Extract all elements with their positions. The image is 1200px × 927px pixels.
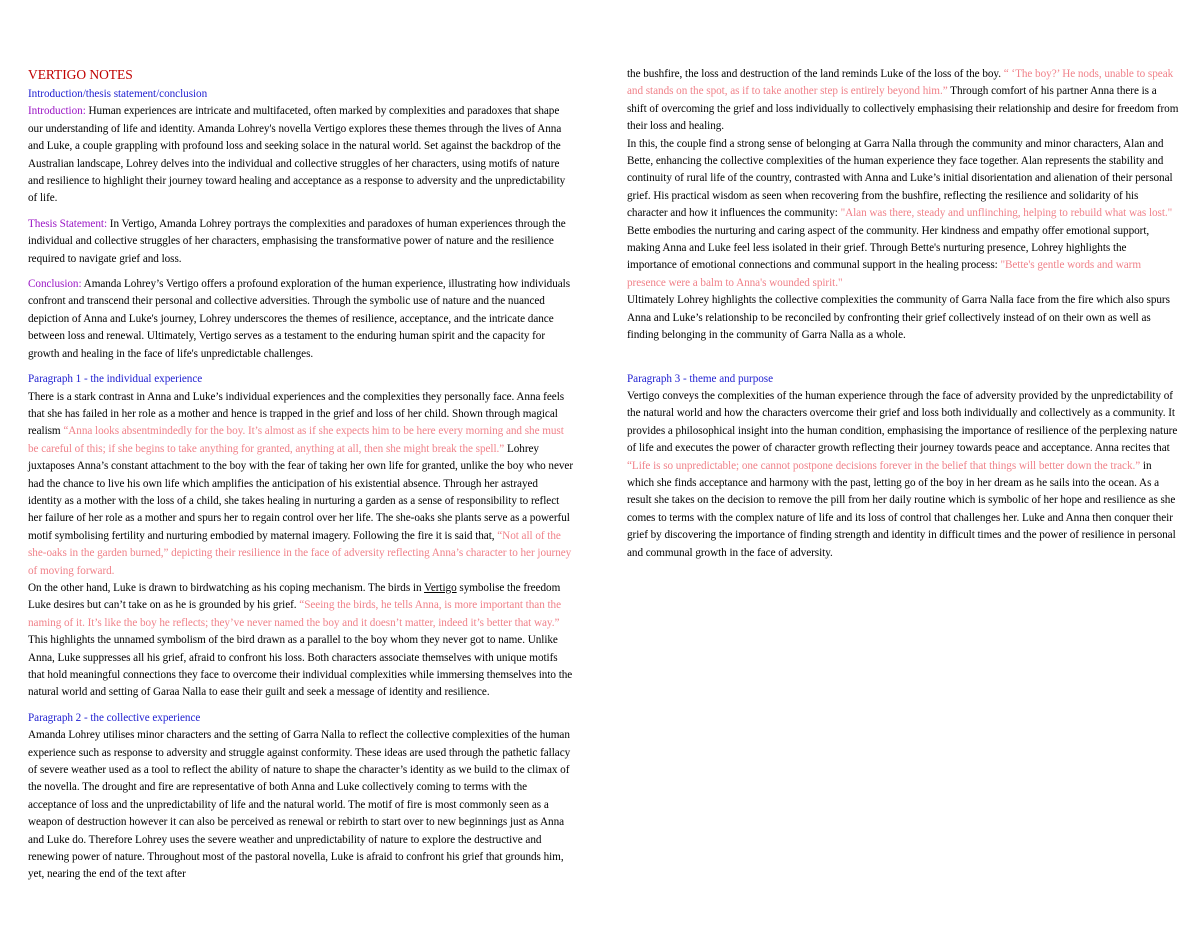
- p1-quote-2: “Not all of the she-oaks in the garden burned,” depicting their resilience in the face of adversity reflecting Anna’s character to her journey of moving forward.: [28, 529, 572, 577]
- p3-text-a2: in which she finds acceptance and harmony with the past, letting go of the boy in her dream as he sails into the ocean. As a result she takes on the decision to remove the pill from her daily routine which is symbolic of her hope and resilience as she comes to terms with the complex nature of life and its loss of control that challenges her. Luke and Anna then conquer their grief by discovering the importance of finding strength and identity in difficult times and the power of resilience in personal and communal growth in the face of adversity.: [627, 459, 1176, 559]
- paragraph-2-continued: [627, 66, 1179, 136]
- conclusion-label: Conclusion:: [28, 278, 82, 291]
- introduction-text: Human experiences are intricate and multifaceted, often marked by complexities and paradoxes that shape our understanding of life and identity. Amanda Lohrey's novella Vertigo explores these themes through the lives of Anna and Luke, a couple grappling with profound loss and seeking solace in the natural world. Set against the backdrop of the Australian landscape, Lohrey delves into the individual and collective struggles of her characters, using motifs of nature and resilience to highlight their journey toward healing and acceptance as a response to adversity and the unpredictability of life.: [28, 105, 566, 205]
- p1-text-b3: This highlights the unnamed symbolism of the bird drawn as a parallel to the boy whom they never got to name. Unlike Anna, Luke suppresses all his grief, afraid to confront his loss. Both characters associate themselves with unique motifs that hold meaningful connections they face to overcome their individual complexities while immersing themselves into the natural world and setting of Garaa Nalla to ease their guilt and seek a message of identity and resilience.: [28, 634, 573, 699]
- p2-comm-text-2: Bette embodies the nurturing and caring aspect of the community. Her kindness and empathy offer emotional support, making Anna and Luke feel less isolated in their grief. Through Bette's nurturing presence, Lohrey highlights the importance of emotional connections and communal support in the healing process:: [627, 224, 1150, 272]
- paragraph-2-heading: Paragraph 2 - the collective experience: [28, 711, 201, 724]
- p2-comm-text-1: In this, the couple find a strong sense of belonging at Garra Nalla through the community and minor characters, Alan and Bette, enhancing the collective complexities of the human experience they face together. Alan represents the stability and continuity of rural life of the country, contrasted with Anna and Luke’s initial disorientation and alienation of their personal grief. His practical wisdom as seen when recovering from the bushfire, reflecting the resilience and solidarity of his character and how it influences the community:: [627, 137, 1173, 220]
- thesis-text: In Vertigo, Amanda Lohrey portrays the complexities and paradoxes of human experiences through the individual and collective struggles of her characters, emphasising the transformative power of nature and the resilience required to navigate grief and loss.: [28, 217, 566, 265]
- p2-comm-quote-alan: "Alan was there, steady and unflinching, helping to rebuild what was lost.": [840, 207, 1173, 220]
- p1-text-a2: Lohrey juxtaposes Anna’s constant attachment to the boy with the fear of taking her own life for granted, unlike the boy who never had the chance to live his own life which amplifies the anticipation of his existential absence. Through her astrayed identity as a mother with the loss of a child, she takes healing in nurturing a garden as a sense of responsibility to reflect her failure of her role as a mother and spurs her to regain control over her life. The she-oaks she plants serve as a powerful motif symbolising fertility and nurturing embodied by maternal imagery. Following the fire it is said that,: [28, 442, 573, 542]
- thesis-label: Thesis Statement:: [28, 217, 108, 230]
- paragraph-2-ultimately: Ultimately Lohrey highlights the collective complexities the community of Garra Nalla face from the fire which also spurs Anna and Luke’s relationship to be reconciled by confronting their grief collectively instead of on their own as well as finding belonging in the community of Garra Nalla as a whole.: [627, 294, 1170, 342]
- p1-text-b2: symbolise the freedom Luke desires but can’t take on as he is grounded by his grief.: [28, 581, 561, 612]
- paragraph-1-luke: [28, 580, 573, 702]
- paragraph-1-heading: Paragraph 1 - the individual experience: [28, 373, 203, 386]
- p1-underlined-title: Vertigo: [424, 581, 457, 594]
- paragraph-3-heading: Paragraph 3 - theme and purpose: [627, 372, 774, 385]
- p1-quote-1: “Anna looks absentmindedly for the boy. It’s almost as if she expects him to be here every morning and she must be careful of this; if she begins to take anything for granted, anything at all, then she might break the spell.”: [28, 425, 564, 455]
- p2-cont-quote-1: “ ‘The boy?’ He nods, unable to speak and stands on the spot, as if to take another step is entirely beyond him.”: [627, 68, 1174, 98]
- p2-comm-quote-bette: "Bette's gentle words and warm presence were a balm to Anna's wounded spirit.": [627, 259, 1141, 289]
- document-title: VERTIGO NOTES: [28, 67, 133, 82]
- p3-quote-1: “Life is so unpredictable; one cannot postpone decisions forever in the belief that things will better down the track.”: [627, 459, 1141, 472]
- conclusion-paragraph: [28, 276, 573, 363]
- p2-cont-text-1: the bushfire, the loss and destruction of the land reminds Luke of the loss of the boy.: [627, 68, 1004, 80]
- p2-cont-text-2: Through comfort of his partner Anna there is a shift of overcoming the grief and loss individually to collectively emphasising their relationship and desire for freedom from their loss and healing.: [627, 85, 1179, 133]
- p1-quote-3: “Seeing the birds, he tells Anna, is more important than the naming of it. It’s like the boy he reflects; they’ve never named the boy and it doesn’t matter, indeed it’s better that way.”: [28, 599, 562, 629]
- introduction-label: Introduction:: [28, 105, 86, 118]
- paragraph-3-text: [627, 388, 1179, 562]
- paragraph-1-anna: [28, 389, 573, 580]
- introduction-paragraph: [28, 103, 573, 207]
- paragraph-2-text: Amanda Lohrey utilises minor characters and the setting of Garra Nalla to reflect the collective complexities of the human experience such as response to adversity and struggle against conformity. These ideas are used through the pathetic fallacy of severe weather used as a tool to reflect the ability of nature to shape the character’s identity as we build to the climax of the novella. The drought and fire are representative of both Anna and Luke collectively coming to terms with the acceptance of loss and the unpredictability of life and the natural world. The motif of fire is most commonly seen as a weapon of destruction however it can also be perceived as renewal or rebirth to start over to new beginnings just as Anna and Luke do. Therefore Lohrey uses the severe weather and unpredictability of nature to explore the destructive and renewing power of nature. Throughout most of the pastoral novella, Luke is afraid to confront his grief that grounds him, yet, nearing the end of the text after: [28, 729, 571, 881]
- left-column: [28, 66, 573, 884]
- intro-section-heading: Introduction/thesis statement/conclusion: [28, 88, 208, 100]
- paragraph-2-community: [627, 136, 1179, 293]
- conclusion-text: Amanda Lohrey’s Vertigo offers a profound exploration of the human experience, illustrating how individuals confront and transcend their personal and collective adversities. Through the symbolic use of nature and the nuanced depiction of Anna and Luke's journey, Lohrey underscores the themes of resilience, acceptance, and the intricate dance between loss and renewal. Ultimately, Vertigo serves as a testament to the enduring human spirit and the capacity for growth and healing in the face of life's unpredictable challenges.: [28, 278, 571, 360]
- thesis-paragraph: [28, 216, 573, 268]
- p1-text-b1: On the other hand, Luke is drawn to birdwatching as his coping mechanism. The birds in: [28, 581, 425, 594]
- p3-text-a1: Vertigo conveys the complexities of the human experience through the face of adversity provided by the unpredictability of the natural world and how the characters overcome their grief and loss both individually and collectively as a community. It provides a philosophical insight into the human condition, emphasising the importance of resilience of the perplexing nature of life and executes the power of character growth reflecting their journey towards peace and acceptance. Anna recites that: [627, 389, 1178, 455]
- p1-text-a1: There is a stark contrast in Anna and Luke’s individual experiences and the complexities they personally face. Anna feels that she has failed in her role as a mother and hence is trapped in the grief and loss of her child. Shown through magical realism: [28, 390, 565, 438]
- right-column: [627, 66, 1179, 562]
